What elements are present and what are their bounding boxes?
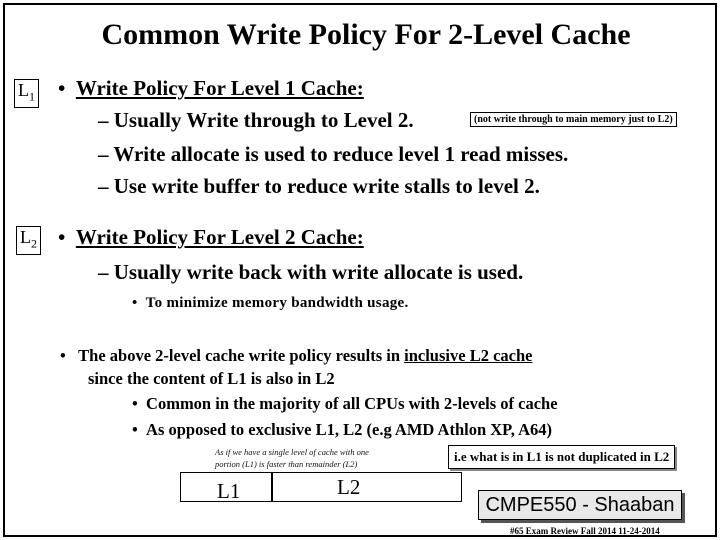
l2-label <box>16 226 41 255</box>
inclusive-line-2: since the content of L1 is also in L2 <box>88 369 335 388</box>
l1-label-sub: 1 <box>29 89 35 104</box>
bullet: • <box>132 420 138 439</box>
level1-note: (not write through to main memory just to L2) <box>470 112 677 127</box>
level2-heading: Write Policy For Level 2 Cache: <box>75 225 364 249</box>
bar-l1-label: L1 <box>217 479 241 503</box>
cache-level-divider <box>271 473 273 501</box>
l1-label <box>14 79 39 108</box>
single-level-note-line-1: As if we have a single level of cache with one <box>215 447 369 457</box>
level2-item: – Usually write back with write allocate is used. <box>98 260 524 284</box>
inclusive-line-1 <box>60 346 532 366</box>
l1-label-main: L <box>18 80 29 100</box>
bar-l2-label: L2 <box>337 475 361 499</box>
inclusive-l2-cache: inclusive L2 cache <box>404 346 533 365</box>
inclusive-sub-1-line <box>132 394 558 414</box>
bullet: • <box>58 225 66 249</box>
inclusive-sub-2: As opposed to exclusive L1, L2 (e.g AMD Athlon XP, A64) <box>146 420 552 439</box>
single-level-note <box>215 446 369 470</box>
bullet: • <box>132 295 138 311</box>
level1-heading: Write Policy For Level 1 Cache: <box>75 76 364 100</box>
bullet: • <box>60 346 66 365</box>
inclusive-sub-1: Common in the majority of all CPUs with 2-levels of cache <box>146 394 558 413</box>
level2-subitem: To minimize memory bandwidth usage. <box>145 295 409 311</box>
l2-label-main: L <box>20 227 31 247</box>
slide-title: Common Write Policy For 2-Level Cache <box>101 18 631 51</box>
level1-item-1: – Usually Write through to Level 2. <box>98 108 414 132</box>
level2-heading-line <box>58 225 364 250</box>
inclusive-sub-2-line <box>132 420 552 440</box>
exclusive-note: i.e what is in L1 is not duplicated in L2 <box>448 445 675 469</box>
level1-item-3: – Use write buffer to reduce write stalls to level 2. <box>98 174 540 198</box>
single-level-note-line-2: portion (L1) is faster than remainder (L2) <box>215 459 358 469</box>
cache-level-bar <box>180 472 462 502</box>
level2-subitem-line <box>132 295 409 312</box>
slide-footnote: #65 Exam Review Fall 2014 11-24-2014 <box>510 526 660 536</box>
bullet: • <box>58 76 66 100</box>
bullet: • <box>132 394 138 413</box>
level1-item-2: – Write allocate is used to reduce level 1 read misses. <box>98 142 569 166</box>
l2-label-sub: 2 <box>31 236 37 251</box>
course-footer: CMPE550 - Shaaban <box>478 490 682 520</box>
level1-heading-line <box>58 76 364 101</box>
inclusive-line-1-text: The above 2-level cache write policy results in <box>78 346 405 365</box>
